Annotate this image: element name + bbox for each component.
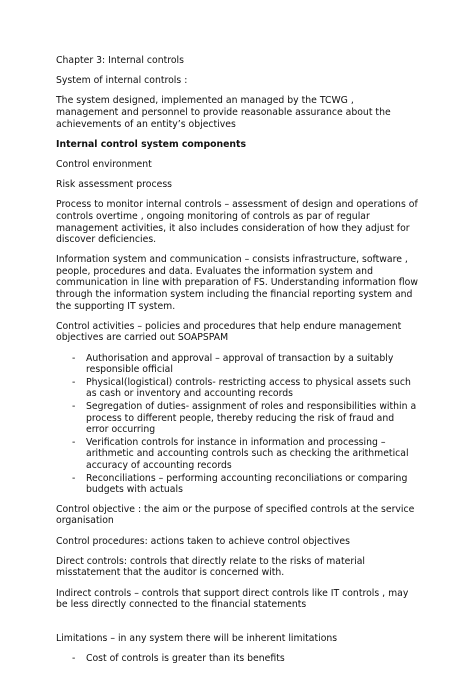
system-definition: The system designed, implemented an managed by the TCWG , management and personnel to provide reasonable assurance about the achievements of an entity’s objectives [56, 95, 391, 130]
list-item [56, 401, 418, 436]
dash-bullet: - [72, 376, 76, 388]
list-item [56, 353, 418, 376]
list-item [56, 437, 418, 472]
indirect-controls: Indirect controls – controls that support direct controls like IT controls , may be less directly connected to the financial statements [56, 587, 409, 611]
monitoring-paragraph: Process to monitor internal controls – assessment of design and operations of controls overtime , ongoing monitoring of controls as par of regular management activities, it also includes consideration of how they adjust for discover deficiencies. [56, 199, 418, 246]
dash-bullet: - [72, 352, 76, 364]
dash-bullet: - [72, 653, 76, 665]
limitations-intro: Limitations – in any system there will be inherent limitations [56, 633, 338, 645]
dash-bullet: - [72, 472, 76, 484]
control-environment: Control environment [56, 158, 152, 170]
list-item-text: Reconciliations – performing accounting reconciliations or comparing budgets with actuals [86, 472, 408, 496]
direct-controls: Direct controls: controls that directly relate to the risks of material misstatement that the auditor is concerned with. [56, 555, 366, 579]
control-procedures: Control procedures: actions taken to achieve control objectives [56, 535, 350, 547]
dash-bullet: - [72, 436, 76, 448]
control-activities-list [56, 353, 418, 496]
chapter-title: Chapter 3: Internal controls [56, 55, 184, 66]
list-item-text: Physical(logistical) controls- restricting access to physical assets such as cash or inventory and accounting records [86, 376, 411, 400]
limitations-list [56, 653, 418, 665]
system-heading: System of internal controls : [56, 75, 188, 87]
control-objective: Control objective : the aim or the purpose of specified controls at the service organisation [56, 503, 415, 527]
list-item-text: Authorisation and approval – approval of transaction by a suitably responsible official [86, 352, 394, 376]
information-system-paragraph: Information system and communication – consists infrastructure, software , people, procedures and data. Evaluates the information system and communication in line with preparation of FS. Understanding information flow through the information system including the financial reporting system and the supporting IT system. [56, 254, 418, 312]
list-item [56, 653, 418, 665]
document-page [56, 55, 418, 673]
list-item-text: Verification controls for instance in information and processing – arithmetic and accounting controls such as checking the arithmetical accuracy of accounting records [86, 436, 409, 471]
dash-bullet: - [72, 401, 76, 412]
list-item [56, 377, 418, 400]
list-item [56, 473, 418, 496]
list-item-text: Cost of controls is greater than its benefits [86, 653, 285, 665]
control-activities-intro: Control activities – policies and procedures that help endure management objectives are carried out SOAPSPAM [56, 320, 402, 344]
blank-line [56, 619, 418, 633]
components-heading: Internal control system components [56, 138, 247, 150]
list-item-text: Segregation of duties- assignment of roles and responsibilities within a process to different people, thereby reducing the risk of fraud and error occurring [86, 401, 417, 436]
risk-assessment: Risk assessment process [56, 179, 173, 191]
